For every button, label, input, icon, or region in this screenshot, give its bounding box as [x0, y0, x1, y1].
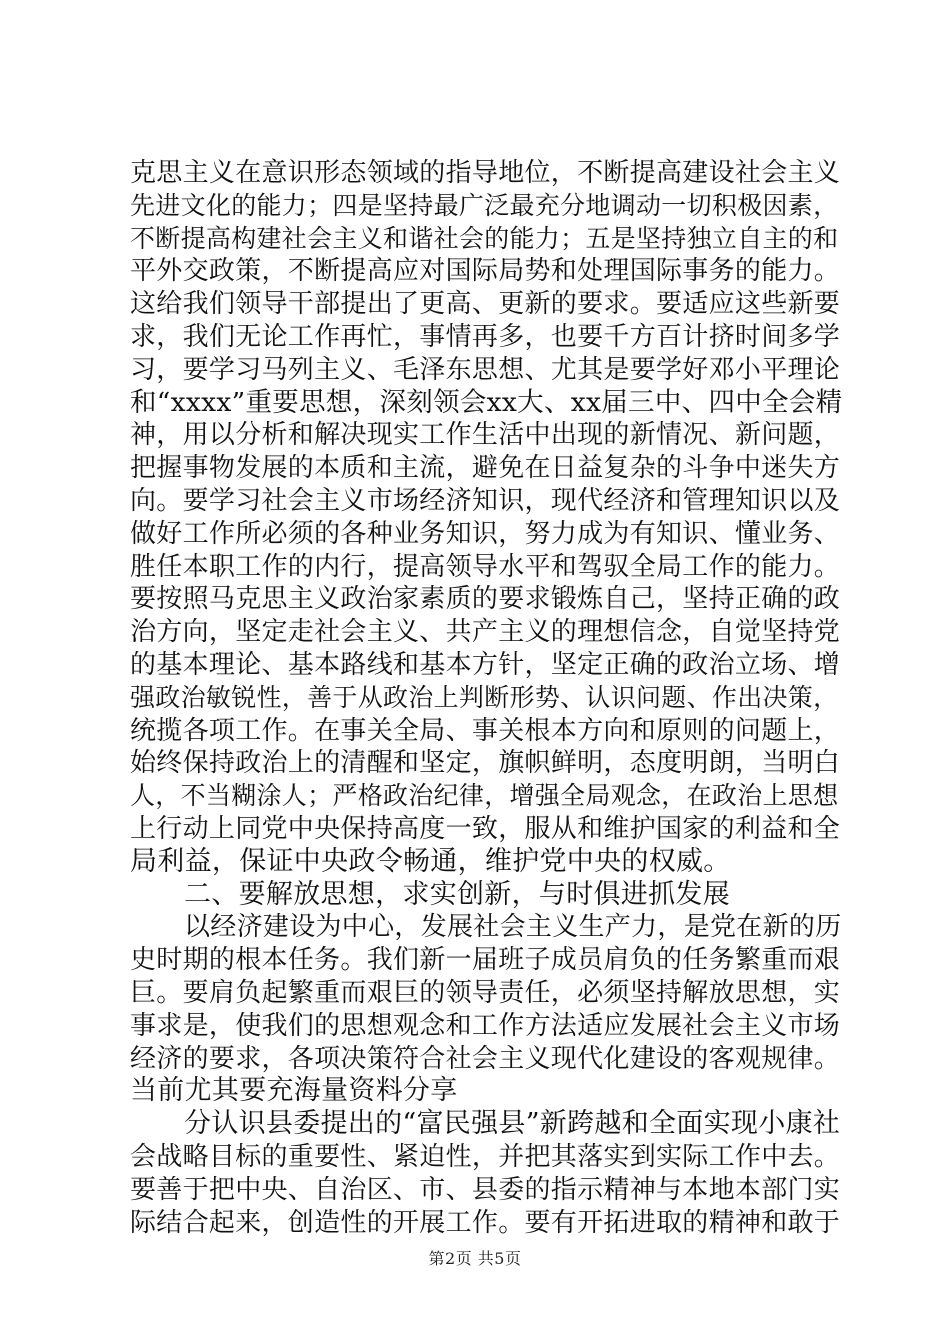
text-line: 向。要学习社会主义市场经济知识，现代经济和管理知识以及: [130, 485, 841, 516]
text-line: 要善于把中央、自治区、市、县委的指示精神与本地本部门实: [130, 1174, 841, 1205]
text-line: 局利益，保证中央政令畅通，维护党中央的权威。: [130, 845, 731, 877]
text-line: 始终保持政治上的清醒和坚定，旗帜鲜明，态度明朗，当明白: [130, 748, 841, 779]
text-line: 要按照马克思主义政治家素质的要求锻炼自己，坚持正确的政: [130, 584, 841, 615]
text-line: 统揽各项工作。在事关全局、事关根本方向和原则的问题上，: [130, 715, 841, 746]
text-line: 习，要学习马列主义、毛泽东思想、尤其是要学好邓小平理论: [130, 354, 841, 385]
text-line: 和“xxxx”重要思想，深刻领会xx大、xx届三中、四中全会精: [130, 386, 843, 418]
paragraph-first-line: 二、要解放思想，求实创新，与时俱进抓发展: [184, 878, 730, 910]
text-line: 做好工作所必须的各种业务知识，努力成为有知识、懂业务、: [130, 518, 841, 549]
text-line: 把握事物发展的本质和主流，避免在日益复杂的斗争中迷失方: [130, 453, 841, 484]
text-line: 史时期的根本任务。我们新一届班子成员肩负的任务繁重而艰: [130, 945, 841, 976]
text-line: 事求是，使我们的思想观念和工作方法适应发展社会主义市场: [130, 1010, 841, 1041]
text-line: 胜任本职工作的内行，提高领导水平和驾驭全局工作的能力。: [130, 551, 841, 582]
text-line: 当前尤其要充海量资料分享: [130, 1075, 458, 1107]
paragraph-first-line: 以经济建设为中心，发展社会主义生产力，是党在新的历: [184, 912, 842, 943]
text-line: 的基本理论、基本路线和基本方针，坚定正确的政治立场、增: [130, 649, 841, 680]
text-line: 上行动上同党中央保持高度一致，服从和维护国家的利益和全: [130, 813, 841, 844]
document-body: [130, 157, 850, 1239]
text-line: 经济的要求，各项决策符合社会主义现代化建设的客观规律。: [130, 1043, 841, 1074]
text-line: 不断提高构建社会主义和谐社会的能力；五是坚持独立自主的和: [130, 223, 839, 253]
text-line: 克思主义在意识形态领域的指导地位，不断提高建设社会主义: [130, 158, 841, 188]
text-line: 平外交政策，不断提高应对国际局势和处理国际事务的能力。: [130, 256, 841, 287]
text-line: 强政治敏锐性，善于从政治上判断形势、认识问题、作出决策，: [130, 682, 839, 712]
text-line: 会战略目标的重要性、紧迫性，并把其落实到实际工作中去。: [130, 1141, 841, 1172]
text-line: 神，用以分析和解决现实工作生活中出现的新情况、新问题，: [130, 420, 841, 451]
text-line: 这给我们领导干部提出了更高、更新的要求。要适应这些新要: [130, 289, 841, 320]
text-line: 求，我们无论工作再忙，事情再多，也要千方百计挤时间多学: [130, 321, 841, 352]
text-line: 人，不当糊涂人；严格政治纪律，增强全局观念，在政治上思想: [130, 781, 839, 811]
text-line: 治方向，坚定走社会主义、共产主义的理想信念，自觉坚持党: [130, 617, 841, 648]
text-line: 际结合起来，创造性的开展工作。要有开拓进取的精神和敢于: [130, 1207, 841, 1238]
text-line: 巨。要肩负起繁重而艰巨的领导责任，必须坚持解放思想，实: [130, 977, 841, 1008]
text-line: 先进文化的能力；四是坚持最广泛最充分地调动一切积极因素，: [130, 190, 839, 220]
paragraph-first-line: 分认识县委提出的“富民强县”新跨越和全面实现小康社: [184, 1108, 841, 1140]
page-footer: 第2页 共5页: [428, 1249, 522, 1268]
